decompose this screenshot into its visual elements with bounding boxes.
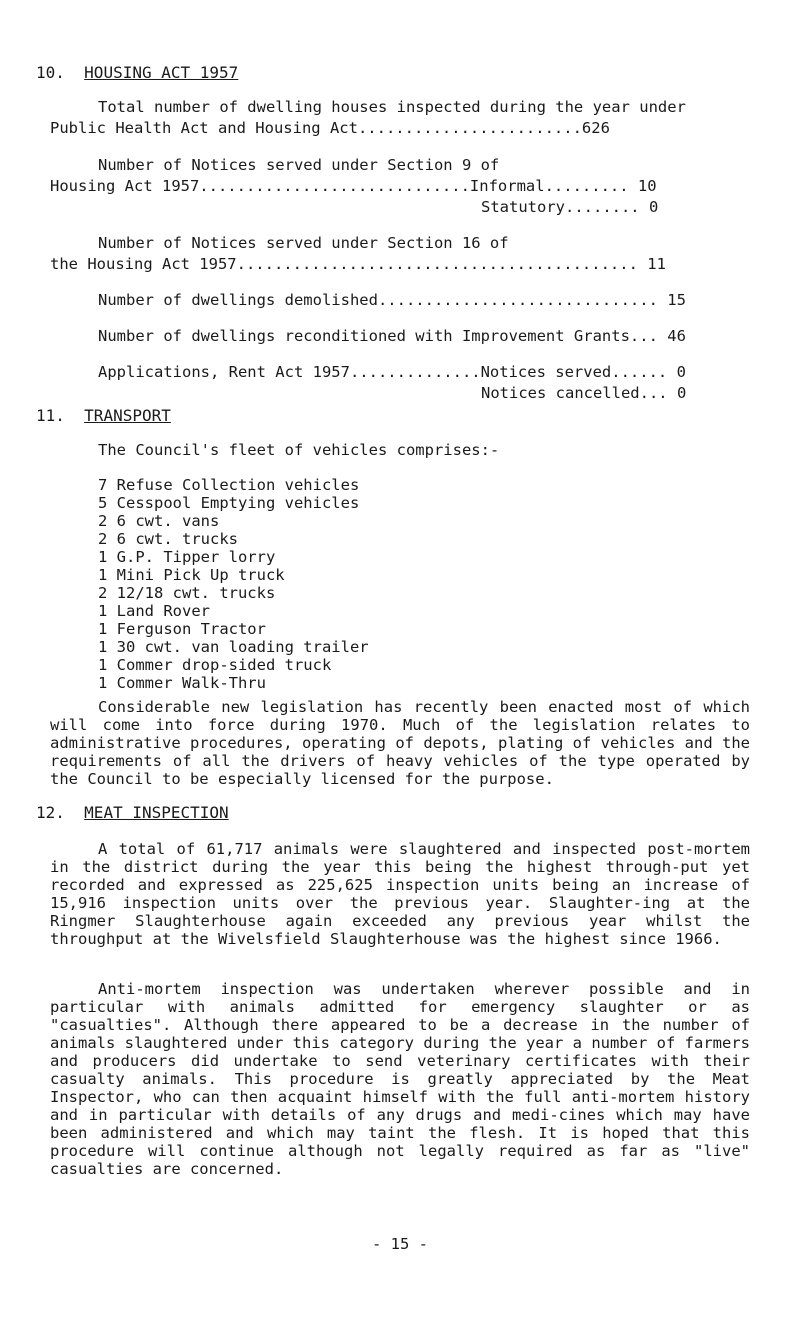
meat-paragraph-1-text: A total of 61,717 animals were slaughtered and inspected post-mortem in the district during the year this being the highest through-put yet recorded and expressed as 225,625 inspection units being an increase of 15,916 inspection units over the previous year. Slaughter-ing at the Ringmer Slaughterhouse again exceeded any previous year whilst the throughput at the Wivelsfield Slaughterhouse was the highest since 1966.: [50, 840, 750, 948]
list-item: 1 Ferguson Tractor: [98, 620, 266, 638]
list-item: 1 G.P. Tipper lorry: [98, 548, 276, 566]
fleet-intro: The Council's fleet of vehicles comprises:-: [98, 441, 500, 459]
transport-paragraph: [50, 698, 750, 788]
list-item: 1 Land Rover: [98, 602, 210, 620]
section-10-number: 10.: [36, 63, 65, 82]
fleet-list: [98, 476, 369, 692]
meat-paragraph-2: [50, 980, 750, 1178]
stat-rent-act-line-2: Notices cancelled... 0: [481, 384, 687, 402]
section-10-heading: [36, 62, 238, 83]
stat-section16-line-1: Number of Notices served under Section 16 of: [98, 234, 509, 252]
list-item: 1 Commer drop-sided truck: [98, 656, 332, 674]
list-item: 2 12/18 cwt. trucks: [98, 584, 276, 602]
stat-section9-line-3: Statutory........ 0: [481, 198, 659, 216]
stat-rent-act-line-1: Applications, Rent Act 1957..............Notices served...... 0: [98, 363, 686, 381]
section-11-heading: [36, 405, 171, 426]
list-item: 2 6 cwt. trucks: [98, 530, 238, 548]
stat-section9-line-2: Housing Act 1957.............................Informal......... 10: [50, 177, 657, 195]
stat-demolished: Number of dwellings demolished.............................. 15: [98, 291, 686, 309]
page-number: - 15 -: [372, 1235, 428, 1253]
stat-section9-line-1: Number of Notices served under Section 9 of: [98, 156, 500, 174]
list-item: 5 Cesspool Emptying vehicles: [98, 494, 360, 512]
section-10-title: HOUSING ACT 1957: [84, 63, 239, 82]
section-11-number: 11.: [36, 406, 65, 425]
section-11-title: TRANSPORT: [84, 406, 171, 425]
list-item: 1 30 cwt. van loading trailer: [98, 638, 369, 656]
meat-paragraph-1: [50, 840, 750, 948]
stat-inspected-line-2: Public Health Act and Housing Act........................626: [50, 119, 610, 137]
section-12-number: 12.: [36, 803, 65, 822]
stat-inspected-line-1: Total number of dwelling houses inspected during the year under: [98, 98, 686, 116]
list-item: 7 Refuse Collection vehicles: [98, 476, 360, 494]
list-item: 1 Commer Walk-Thru: [98, 674, 266, 692]
list-item: 2 6 cwt. vans: [98, 512, 220, 530]
stat-reconditioned: Number of dwellings reconditioned with Improvement Grants... 46: [98, 327, 686, 345]
list-item: 1 Mini Pick Up truck: [98, 566, 285, 584]
transport-paragraph-text: Considerable new legislation has recently been enacted most of which will come into force during 1970. Much of the legislation relates to administrative procedures, operating of depots, plating of vehicles and the requirements of all the drivers of heavy vehicles of the type operated by the Council to be especially licensed for the purpose.: [50, 698, 750, 788]
section-12-heading: [36, 802, 229, 823]
section-12-title: MEAT INSPECTION: [84, 803, 229, 822]
meat-paragraph-2-text: Anti-mortem inspection was undertaken wherever possible and in particular with animals admitted for emergency slaughter or as "casualties". Although there appeared to be a decrease in the number of animals slaughtered under this category during the year a number of farmers and producers did undertake to send veterinary certificates with their casualty animals. This procedure is greatly appreciated by the Meat Inspector, who can then acquaint himself with the full anti-mortem history and in particular with details of any drugs and medi-cines which may have been administered and which may taint the flesh. It is hoped that this procedure will continue although not legally required as far as "live" casualties are concerned.: [50, 980, 750, 1178]
stat-section16-line-2: the Housing Act 1957........................................... 11: [50, 255, 666, 273]
